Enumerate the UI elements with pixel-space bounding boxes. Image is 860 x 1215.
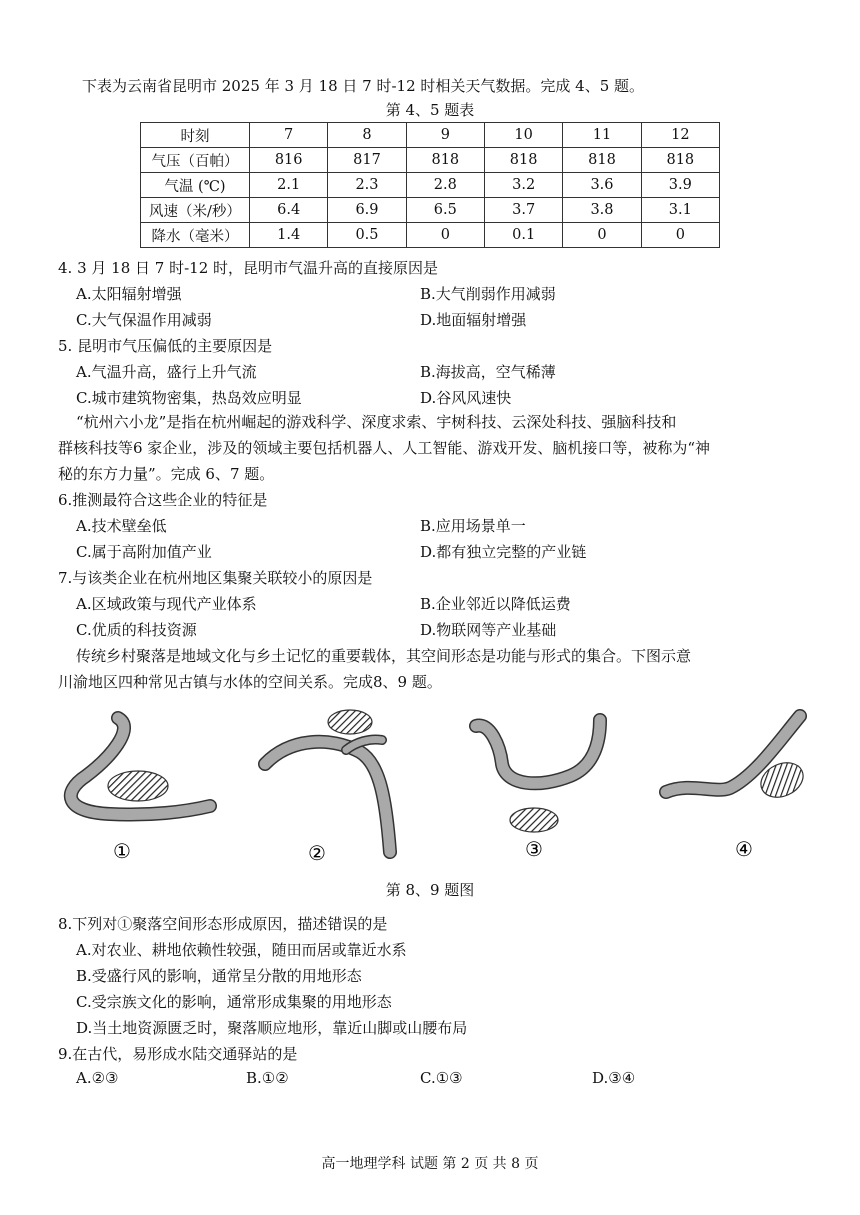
table-cell: 7 (250, 123, 328, 148)
table-cell: 2.8 (406, 173, 484, 198)
diagram-label-3: ③ (525, 837, 543, 861)
table-cell: 817 (328, 148, 406, 173)
table-row (141, 198, 720, 223)
table-cell: 6.5 (406, 198, 484, 223)
table-cell: 12 (641, 123, 719, 148)
q7-option-d[interactable]: D.物联网等产业基础 (420, 621, 557, 639)
question-6-stem: 6.推测最符合这些企业的特征是 (58, 491, 268, 509)
q5-option-b[interactable]: B.海拔高，空气稀薄 (420, 363, 556, 381)
table-row (141, 173, 720, 198)
diagram-label-2: ② (308, 841, 326, 865)
table-row (141, 123, 720, 148)
question-5-stem: 5. 昆明市气压偏低的主要原因是 (58, 337, 273, 355)
table-cell: 气温 (℃) (141, 173, 250, 198)
question-4-stem: 4. 3 月 18 日 7 时-12 时，昆明市气温升高的直接原因是 (58, 259, 439, 277)
settlement-diagram-3 (476, 720, 600, 832)
intro-q8-9-line2: 川渝地区四种常见古镇与水体的空间关系。完成8、9 题。 (58, 673, 442, 691)
question-9-stem: 9.在古代，易形成水陆交通驿站的是 (58, 1045, 298, 1063)
q5-option-c[interactable]: C.城市建筑物密集，热岛效应明显 (76, 389, 302, 407)
table-cell: 3.6 (563, 173, 641, 198)
table-cell: 0.5 (328, 223, 406, 248)
table-cell: 3.9 (641, 173, 719, 198)
q4-option-d[interactable]: D.地面辐射增强 (420, 311, 527, 329)
table-cell: 6.4 (250, 198, 328, 223)
page-footer: 高一地理学科 试题 第 2 页 共 8 页 (321, 1156, 539, 1172)
table-cell: 818 (641, 148, 719, 173)
table-cell: 0 (641, 223, 719, 248)
table-cell: 3.7 (484, 198, 562, 223)
table-cell: 818 (484, 148, 562, 173)
table-caption: 第 4、5 题表 (385, 101, 475, 119)
q6-option-d[interactable]: D.都有独立完整的产业链 (420, 543, 587, 561)
settlement-river-figure (40, 700, 820, 870)
table-cell: 3.2 (484, 173, 562, 198)
q8-option-a[interactable]: A.对农业、耕地依赖性较强，随田而居或靠近水系 (76, 941, 407, 959)
q7-option-a[interactable]: A.区域政策与现代产业体系 (76, 595, 257, 613)
table-cell: 0 (563, 223, 641, 248)
q4-option-b[interactable]: B.大气削弱作用减弱 (420, 285, 556, 303)
intro-q6-7-line3: 秘的东方力量”。完成 6、7 题。 (58, 465, 275, 483)
settlement-diagram-4 (666, 716, 809, 804)
q7-option-c[interactable]: C.优质的科技资源 (76, 621, 197, 639)
table-cell: 时刻 (141, 123, 250, 148)
q4-option-a[interactable]: A.太阳辐射增强 (76, 285, 182, 303)
town-area-3 (510, 808, 558, 832)
intro-q6-7-line1: “杭州六小龙”是指在杭州崛起的游戏科学、深度求索、宇树科技、云深处科技、强脑科技和 (76, 413, 677, 431)
table-cell: 6.9 (328, 198, 406, 223)
table-cell: 818 (563, 148, 641, 173)
settlement-diagram-2 (265, 710, 390, 852)
question-7-stem: 7.与该类企业在杭州地区集聚关联较小的原因是 (58, 569, 373, 587)
intro-q8-9-line1: 传统乡村聚落是地域文化与乡土记忆的重要载体，其空间形态是功能与形式的集合。下图示意 (76, 647, 692, 665)
q6-option-a[interactable]: A.技术壁垒低 (76, 517, 167, 535)
q4-option-c[interactable]: C.大气保温作用减弱 (76, 311, 212, 329)
table-cell: 10 (484, 123, 562, 148)
q8-option-b[interactable]: B.受盛行风的影响，通常呈分散的用地形态 (76, 967, 362, 985)
table-cell: 3.8 (563, 198, 641, 223)
table-cell: 818 (406, 148, 484, 173)
town-area-1 (108, 771, 168, 801)
diagram-label-4: ④ (735, 837, 753, 861)
table-cell: 8 (328, 123, 406, 148)
table-cell: 1.4 (250, 223, 328, 248)
table-cell: 0 (406, 223, 484, 248)
q5-option-d[interactable]: D.谷风风速快 (420, 389, 512, 407)
table-cell: 2.3 (328, 173, 406, 198)
table-cell: 3.1 (641, 198, 719, 223)
intro-q4-5: 下表为云南省昆明市 2025 年 3 月 18 日 7 时-12 时相关天气数据。完成 4、5 题。 (82, 77, 645, 95)
figure-caption: 第 8、9 题图 (385, 881, 475, 899)
diagram-label-1: ① (113, 839, 131, 863)
table-row (141, 148, 720, 173)
table-cell: 0.1 (484, 223, 562, 248)
q6-option-b[interactable]: B.应用场景单一 (420, 517, 526, 535)
settlement-diagram-1 (71, 718, 210, 815)
q5-option-a[interactable]: A.气温升高，盛行上升气流 (76, 363, 257, 381)
table-cell: 风速（米/秒） (141, 198, 250, 223)
question-8-stem: 8.下列对①聚落空间形态形成原因，描述错误的是 (58, 915, 388, 933)
q9-option-c[interactable]: C.①③ (420, 1069, 463, 1087)
town-area-2 (328, 710, 372, 734)
table-cell: 气压（百帕） (141, 148, 250, 173)
q8-option-c[interactable]: C.受宗族文化的影响，通常形成集聚的用地形态 (76, 993, 392, 1011)
table-cell: 9 (406, 123, 484, 148)
q9-option-d[interactable]: D.③④ (592, 1069, 636, 1087)
table-cell: 11 (563, 123, 641, 148)
q9-option-a[interactable]: A.②③ (76, 1069, 119, 1087)
table-cell: 降水（毫米） (141, 223, 250, 248)
intro-q6-7-line2: 群核科技等6 家企业，涉及的领域主要包括机器人、人工智能、游戏开发、脑机接口等，被称为“神 (58, 439, 710, 457)
table-cell: 816 (250, 148, 328, 173)
q8-option-d[interactable]: D.当土地资源匮乏时，聚落顺应地形，靠近山脚或山腰布局 (76, 1019, 468, 1037)
weather-table (140, 122, 720, 248)
table-cell: 2.1 (250, 173, 328, 198)
q7-option-b[interactable]: B.企业邻近以降低运费 (420, 595, 571, 613)
q9-option-b[interactable]: B.①② (246, 1069, 289, 1087)
table-row (141, 223, 720, 248)
q6-option-c[interactable]: C.属于高附加值产业 (76, 543, 212, 561)
